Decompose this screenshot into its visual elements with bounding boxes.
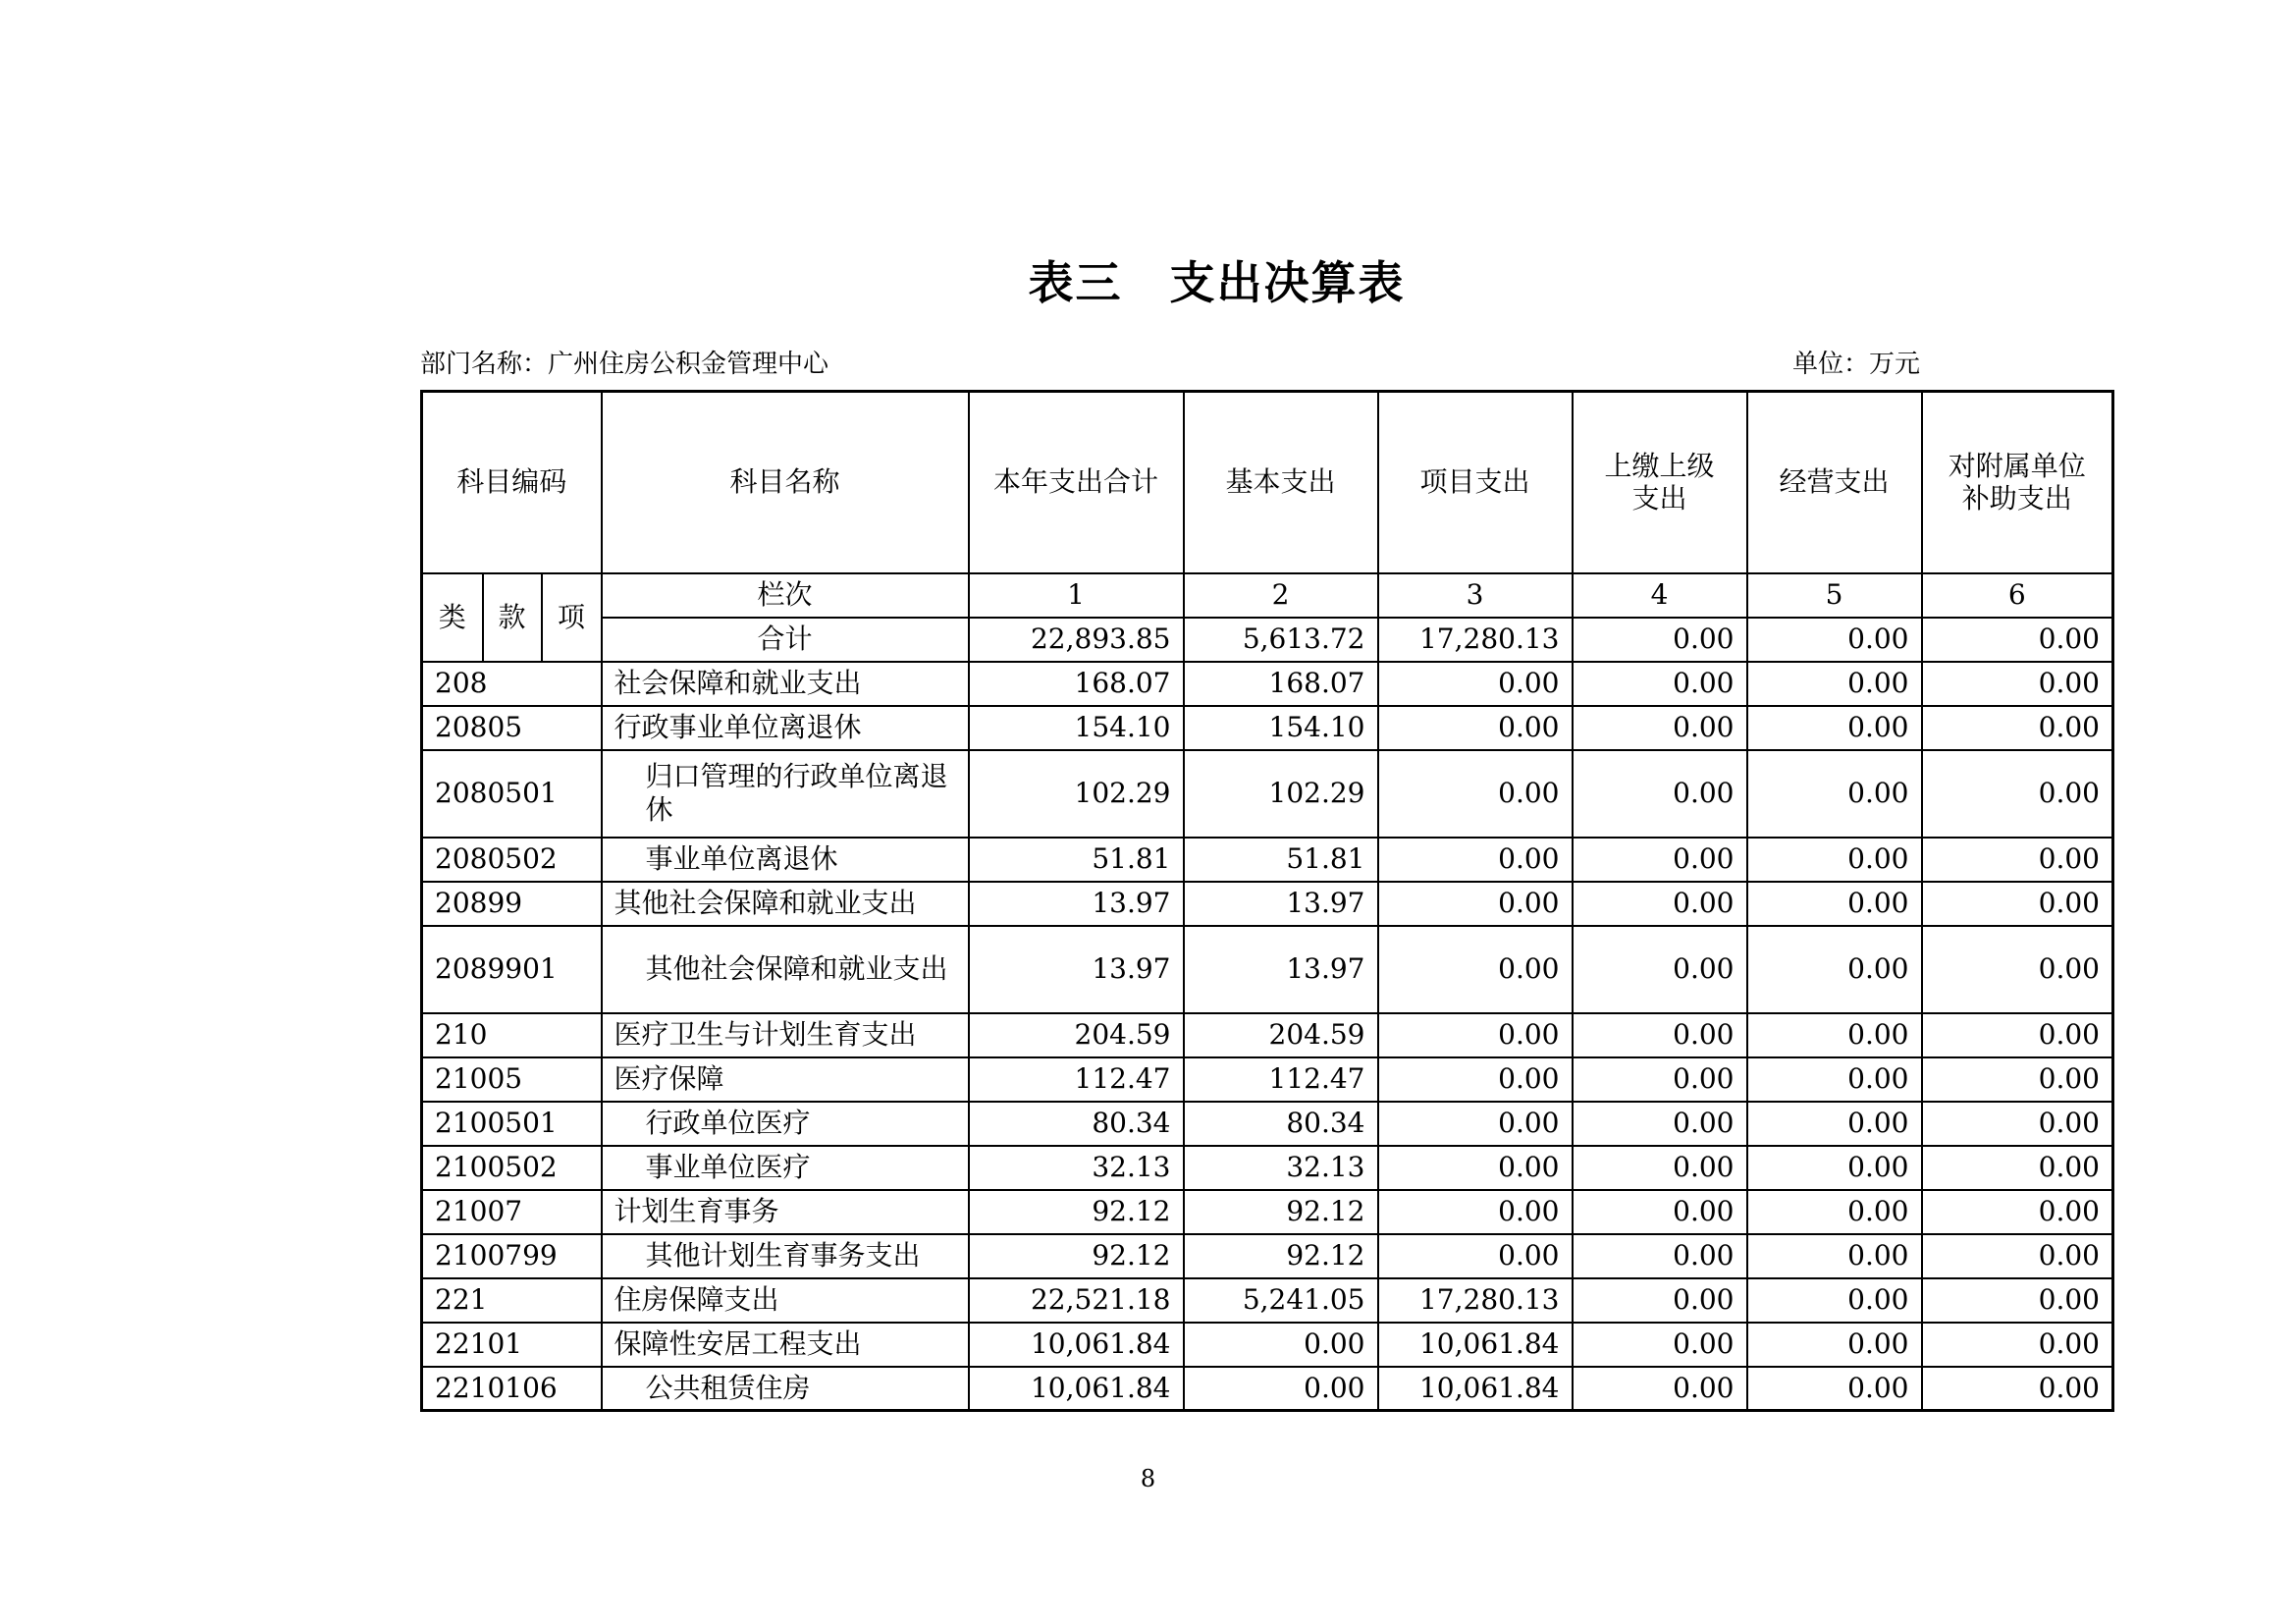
header-lei: 类: [422, 573, 483, 662]
row-value: 22,521.18: [969, 1278, 1184, 1323]
row-value: 0.00: [1378, 838, 1573, 882]
row-value: 0.00: [1378, 1146, 1573, 1190]
row-value: 0.00: [1922, 662, 2113, 706]
row-name: 医疗保障: [602, 1057, 969, 1102]
row-name: 公共租赁住房: [602, 1367, 969, 1411]
column-number-row: [422, 573, 2113, 618]
column-number-4: 4: [1573, 573, 1747, 618]
row-value: 0.00: [1573, 1278, 1747, 1323]
row-value: 168.07: [969, 662, 1184, 706]
row-value: 32.13: [1184, 1146, 1378, 1190]
row-value: 0.00: [1922, 1367, 2113, 1411]
row-value: 112.47: [969, 1057, 1184, 1102]
row-value: 0.00: [1747, 1278, 1922, 1323]
row-name: 其他社会保障和就业支出: [602, 882, 969, 926]
header-col4: 上缴上级支出: [1573, 392, 1747, 573]
row-value: 154.10: [969, 706, 1184, 750]
row-value: 92.12: [1184, 1234, 1378, 1278]
total-value: 0.00: [1573, 618, 1747, 662]
row-value: 0.00: [1573, 1190, 1747, 1234]
row-value: 0.00: [1922, 1013, 2113, 1057]
row-value: 204.59: [1184, 1013, 1378, 1057]
row-value: 0.00: [1573, 1146, 1747, 1190]
row-name: 归口管理的行政单位离退休: [602, 750, 969, 838]
row-code: 2100502: [422, 1146, 602, 1190]
row-name: 保障性安居工程支出: [602, 1323, 969, 1367]
row-value: 0.00: [1922, 706, 2113, 750]
row-value: 51.81: [969, 838, 1184, 882]
table-row: [422, 926, 2113, 1013]
row-value: 0.00: [1922, 1278, 2113, 1323]
header-col5: 经营支出: [1747, 392, 1922, 573]
row-value: 10,061.84: [1378, 1323, 1573, 1367]
header-xiang: 项: [542, 573, 602, 662]
header-col6: 对附属单位补助支出: [1922, 392, 2113, 573]
table-row: [422, 882, 2113, 926]
column-number-6: 6: [1922, 573, 2113, 618]
row-name: 事业单位医疗: [602, 1146, 969, 1190]
page-title: 表三 支出决算表: [1028, 256, 1406, 309]
row-code: 2100799: [422, 1234, 602, 1278]
header-lanci: 栏次: [602, 573, 969, 618]
unit-label: 单位：万元: [1792, 350, 1921, 379]
table-row: [422, 1013, 2113, 1057]
row-code: 2080502: [422, 838, 602, 882]
row-value: 0.00: [1184, 1323, 1378, 1367]
row-value: 0.00: [1922, 1146, 2113, 1190]
table-row: [422, 706, 2113, 750]
row-value: 0.00: [1747, 706, 1922, 750]
row-value: 0.00: [1573, 926, 1747, 1013]
row-value: 92.12: [969, 1234, 1184, 1278]
total-value: 17,280.13: [1378, 618, 1573, 662]
row-value: 0.00: [1378, 706, 1573, 750]
row-value: 0.00: [1747, 882, 1922, 926]
row-value: 13.97: [969, 926, 1184, 1013]
row-value: 17,280.13: [1378, 1278, 1573, 1323]
header-kuan: 款: [483, 573, 542, 662]
header-name: 科目名称: [602, 392, 969, 573]
row-value: 0.00: [1378, 1102, 1573, 1146]
row-code: 208: [422, 662, 602, 706]
row-code: 20899: [422, 882, 602, 926]
row-value: 0.00: [1922, 882, 2113, 926]
row-value: 0.00: [1922, 926, 2113, 1013]
table-row: [422, 1190, 2113, 1234]
total-value: 5,613.72: [1184, 618, 1378, 662]
row-value: 0.00: [1378, 882, 1573, 926]
row-value: 80.34: [969, 1102, 1184, 1146]
row-code: 210: [422, 1013, 602, 1057]
row-code: 20805: [422, 706, 602, 750]
row-value: 0.00: [1573, 1367, 1747, 1411]
row-value: 204.59: [969, 1013, 1184, 1057]
row-value: 0.00: [1573, 662, 1747, 706]
row-name: 行政事业单位离退休: [602, 706, 969, 750]
row-value: 0.00: [1378, 926, 1573, 1013]
row-value: 154.10: [1184, 706, 1378, 750]
table-row: [422, 1057, 2113, 1102]
row-name: 行政单位医疗: [602, 1102, 969, 1146]
row-value: 0.00: [1747, 1234, 1922, 1278]
row-name: 计划生育事务: [602, 1190, 969, 1234]
row-code: 221: [422, 1278, 602, 1323]
expenditure-table: [420, 390, 2114, 1412]
row-value: 0.00: [1747, 662, 1922, 706]
row-value: 0.00: [1922, 1102, 2113, 1146]
row-value: 0.00: [1573, 1102, 1747, 1146]
row-value: 13.97: [969, 882, 1184, 926]
row-value: 5,241.05: [1184, 1278, 1378, 1323]
row-value: 0.00: [1573, 838, 1747, 882]
row-value: 0.00: [1378, 1057, 1573, 1102]
row-value: 0.00: [1747, 838, 1922, 882]
table-row: [422, 1278, 2113, 1323]
row-value: 0.00: [1573, 1234, 1747, 1278]
row-value: 80.34: [1184, 1102, 1378, 1146]
row-value: 0.00: [1378, 750, 1573, 838]
row-name: 事业单位离退休: [602, 838, 969, 882]
row-value: 0.00: [1378, 1190, 1573, 1234]
row-value: 0.00: [1747, 1102, 1922, 1146]
table-row: [422, 1102, 2113, 1146]
department-name: 部门名称：广州住房公积金管理中心: [420, 350, 829, 379]
row-value: 13.97: [1184, 882, 1378, 926]
row-name: 其他社会保障和就业支出: [602, 926, 969, 1013]
row-value: 0.00: [1922, 1323, 2113, 1367]
row-value: 92.12: [969, 1190, 1184, 1234]
row-value: 102.29: [1184, 750, 1378, 838]
header-code: 科目编码: [422, 392, 602, 573]
row-value: 10,061.84: [1378, 1367, 1573, 1411]
row-value: 0.00: [1922, 838, 2113, 882]
row-value: 10,061.84: [969, 1367, 1184, 1411]
row-value: 0.00: [1747, 926, 1922, 1013]
row-value: 0.00: [1747, 1367, 1922, 1411]
header-col3: 项目支出: [1378, 392, 1573, 573]
row-value: 0.00: [1747, 1057, 1922, 1102]
row-value: 0.00: [1573, 750, 1747, 838]
row-value: 10,061.84: [969, 1323, 1184, 1367]
header-col1: 本年支出合计: [969, 392, 1184, 573]
row-value: 0.00: [1922, 1234, 2113, 1278]
total-value: 0.00: [1747, 618, 1922, 662]
total-row: [422, 618, 2113, 662]
row-code: 2210106: [422, 1367, 602, 1411]
header-col2: 基本支出: [1184, 392, 1378, 573]
row-value: 0.00: [1747, 1013, 1922, 1057]
row-code: 2100501: [422, 1102, 602, 1146]
row-value: 0.00: [1747, 1323, 1922, 1367]
row-value: 112.47: [1184, 1057, 1378, 1102]
table-row: [422, 1234, 2113, 1278]
row-value: 0.00: [1378, 662, 1573, 706]
column-number-3: 3: [1378, 573, 1573, 618]
table-row: [422, 1323, 2113, 1367]
table-row: [422, 1367, 2113, 1411]
row-value: 0.00: [1747, 750, 1922, 838]
row-value: 102.29: [969, 750, 1184, 838]
total-label: 合计: [602, 618, 969, 662]
row-code: 2080501: [422, 750, 602, 838]
row-value: 0.00: [1922, 750, 2113, 838]
table-row: [422, 838, 2113, 882]
row-code: 21007: [422, 1190, 602, 1234]
row-value: 32.13: [969, 1146, 1184, 1190]
row-code: 2089901: [422, 926, 602, 1013]
row-name: 住房保障支出: [602, 1278, 969, 1323]
row-name: 社会保障和就业支出: [602, 662, 969, 706]
table-row: [422, 750, 2113, 838]
row-value: 0.00: [1573, 1013, 1747, 1057]
row-value: 0.00: [1573, 706, 1747, 750]
row-value: 0.00: [1922, 1190, 2113, 1234]
row-value: 0.00: [1378, 1234, 1573, 1278]
row-value: 0.00: [1573, 1323, 1747, 1367]
column-number-2: 2: [1184, 573, 1378, 618]
row-value: 0.00: [1184, 1367, 1378, 1411]
page-number: 8: [1140, 1465, 1156, 1492]
row-value: 13.97: [1184, 926, 1378, 1013]
row-code: 22101: [422, 1323, 602, 1367]
column-number-5: 5: [1747, 573, 1922, 618]
table-row: [422, 662, 2113, 706]
row-name: 其他计划生育事务支出: [602, 1234, 969, 1278]
row-name: 医疗卫生与计划生育支出: [602, 1013, 969, 1057]
header-row: [422, 392, 2113, 573]
row-code: 21005: [422, 1057, 602, 1102]
row-value: 0.00: [1573, 882, 1747, 926]
table-row: [422, 1146, 2113, 1190]
total-value: 22,893.85: [969, 618, 1184, 662]
row-value: 51.81: [1184, 838, 1378, 882]
total-value: 0.00: [1922, 618, 2113, 662]
column-number-1: 1: [969, 573, 1184, 618]
row-value: 0.00: [1747, 1146, 1922, 1190]
row-value: 0.00: [1747, 1190, 1922, 1234]
row-value: 168.07: [1184, 662, 1378, 706]
row-value: 0.00: [1922, 1057, 2113, 1102]
row-value: 0.00: [1378, 1013, 1573, 1057]
row-value: 0.00: [1573, 1057, 1747, 1102]
row-value: 92.12: [1184, 1190, 1378, 1234]
